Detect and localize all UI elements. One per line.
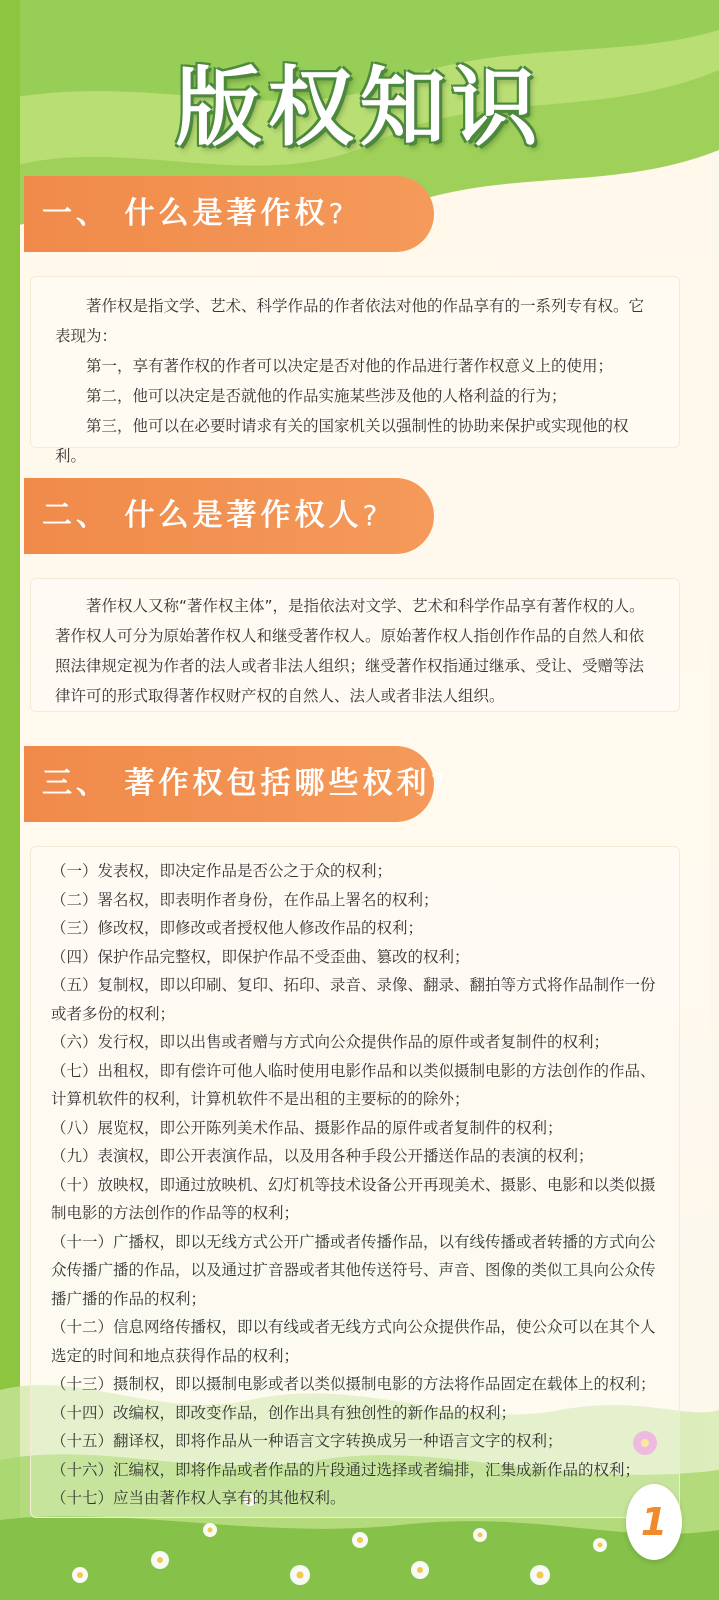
- rights-item: （十五）翻译权，即将作品从一种语言文字转换成另一种语言文字的权利；: [51, 1432, 563, 1450]
- section-heading-2: [24, 478, 434, 554]
- page-title: 版权知识: [175, 58, 544, 158]
- section-heading-3-text: 三、 著作权包括哪些权利: [42, 766, 431, 801]
- section-heading-1: [24, 176, 434, 252]
- page-number-badge: 1: [626, 1484, 682, 1560]
- section-heading-1-text: 一、 什么是著作权: [42, 196, 329, 231]
- section-card-2: [30, 578, 680, 712]
- section-card-1: [30, 276, 680, 465]
- rights-item: （二）署名权，即表明作者身份，在作品上署名的权利；: [51, 890, 439, 909]
- rights-item: （十）放映权，即通过放映机、幻灯机等技术设备公开再现美术、摄影、电影和以类似摄制电影的方法创作的作品等的权利；: [51, 1175, 656, 1222]
- section-1-line-2: 第二，他可以决定是否就他的作品实施某些涉及他的人格利益的行为；: [86, 387, 567, 405]
- section-1-line-1: 第一，享有著作权的作者可以决定是否对他的作品进行著作权意义上的使用；: [86, 357, 614, 375]
- question-mark: ?: [328, 197, 344, 230]
- section-1-line-3: 第三，他可以在必要时请求有关的国家机关以强制性的协助来保护或实现他的权利。: [55, 417, 629, 465]
- rights-item: （十二）信息网络传播权，即以有线或者无线方式向公众提供作品，使公众可以在其个人选定的时间和地点获得作品的权利；: [51, 1318, 656, 1365]
- rights-item: （六）发行权，即以出售或者赠与方式向公众提供作品的原件或者复制件的权利；: [51, 1033, 610, 1051]
- rights-item: （九）表演权，即公开表演作品，以及用各种手段公开播送作品的表演的权利；: [51, 1147, 594, 1165]
- question-mark: ?: [430, 767, 446, 800]
- rights-item: （十三）摄制权，即以摄制电影或者以类似摄制电影的方法将作品固定在载体上的权利；: [51, 1375, 656, 1393]
- section-card-3: [30, 846, 680, 1518]
- rights-item: （四）保护作品完整权，即保护作品不受歪曲、篡改的权利；: [51, 947, 470, 966]
- question-mark: ?: [362, 499, 378, 532]
- section-heading-2-text: 二、 什么是著作权人: [42, 498, 363, 533]
- rights-item: （十六）汇编权，即将作品或者作品的片段通过选择或者编排，汇集成新作品的权利；: [51, 1460, 641, 1479]
- rights-item: （七）出租权，即有偿许可他人临时使用电影作品和以类似摄制电影的方法创作的作品、计算机软件的权利，计算机软件不是出租的主要标的的除外；: [51, 1061, 656, 1108]
- rights-item: （一）发表权，即决定作品是否公之于众的权利；: [51, 862, 393, 880]
- rights-item: （八）展览权，即公开陈列美术作品、摄影作品的原件或者复制件的权利；: [51, 1118, 563, 1137]
- section-2-text: 著作权人又称“著作权主体”，是指依法对文学、艺术和科学作品享有著作权的人。著作权人可分为原始著作权人和继受著作权人。原始著作权人指创作作品的自然人和依照法律规定视为作者的法人或者非法人组织；继受著作权指通过继承、受让、受赠等法律许可的形式取得著作权财产权的自然人、法人或者非法人组织。: [55, 597, 645, 705]
- section-1-intro: 著作权是指文学、艺术、科学作品的作者依法对他的作品享有的一系列专有权。它表现为：: [55, 297, 645, 345]
- rights-item: （十七）应当由著作权人享有的其他权利。: [51, 1489, 346, 1507]
- rights-item: （三）修改权，即修改或者授权他人修改作品的权利；: [51, 919, 424, 937]
- rights-item: （十四）改编权，即改变作品，创作出具有独创性的新作品的权利；: [51, 1403, 517, 1422]
- rights-item: （五）复制权，即以印刷、复印、拓印、录音、录像、翻录、翻拍等方式将作品制作一份或者多份的权利；: [51, 976, 656, 1023]
- section-heading-3: [24, 746, 446, 822]
- rights-item: （十一）广播权，即以无线方式公开广播或者传播作品，以有线传播或者转播的方式向公众传播广播的作品，以及通过扩音器或者其他传送符号、声音、图像的类似工具向公众传播广播的作品的权利；: [51, 1232, 656, 1308]
